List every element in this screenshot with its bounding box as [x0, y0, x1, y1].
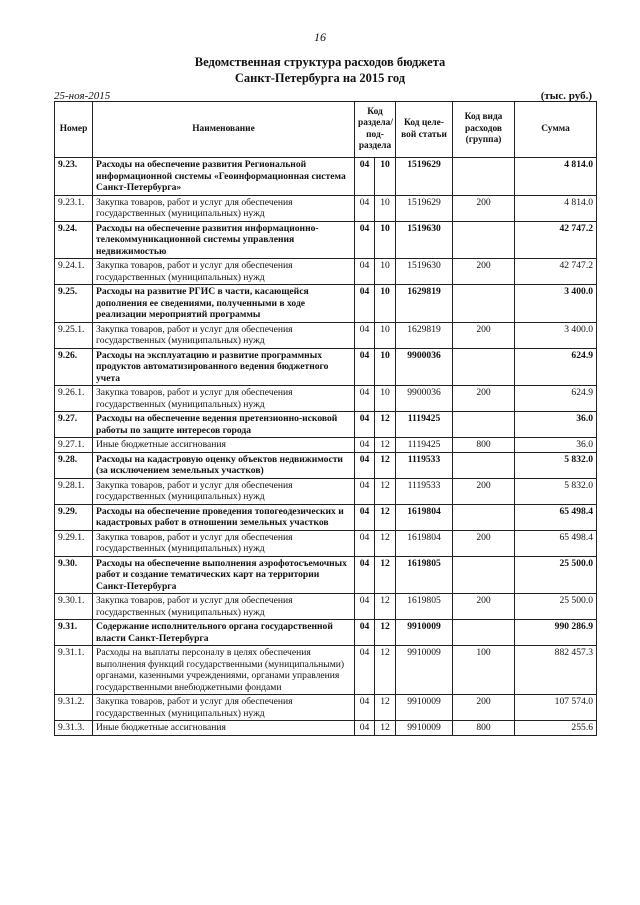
row-number: 9.30.1. [55, 594, 93, 620]
row-name: Закупка товаров, работ и услуг для обеспечения государственных (муниципальных) нужд [93, 478, 355, 504]
row-name: Расходы на обеспечение выполнения аэрофотосъемочных работ и создание тематических карт на территории Санкт-Петербурга [93, 556, 355, 594]
row-section: 04 [355, 721, 375, 736]
row-name: Закупка товаров, работ и услуг для обеспечения государственных (муниципальных) нужд [93, 530, 355, 556]
row-expense-type: 200 [453, 259, 515, 285]
row-name: Иные бюджетные ассигнования [93, 721, 355, 736]
row-name: Расходы на обеспечение проведения топогеодезических и кадастровых работ в отношении земельных участков [93, 504, 355, 530]
document-title [0, 54, 640, 86]
title-line-1: Ведомственная структура расходов бюджета [194, 55, 446, 69]
units-label: (тыс. руб.) [540, 90, 592, 102]
row-subsection: 10 [375, 322, 396, 348]
row-number: 9.29. [55, 504, 93, 530]
row-sum: 5 832.0 [515, 452, 597, 478]
row-subsection: 12 [375, 504, 396, 530]
row-section: 04 [355, 452, 375, 478]
row-target: 9910009 [396, 695, 453, 721]
row-target: 1519630 [396, 221, 453, 259]
row-subsection: 10 [375, 221, 396, 259]
row-number: 9.31. [55, 620, 93, 646]
row-number: 9.25. [55, 285, 93, 323]
table-row [55, 195, 597, 221]
row-subsection: 12 [375, 438, 396, 453]
row-name: Расходы на обеспечение ведения претензионно-исковой работы по защите интересов города [93, 412, 355, 438]
header-target: Код целе-вой статьи [396, 102, 453, 158]
row-expense-type [453, 285, 515, 323]
budget-table [54, 101, 597, 736]
row-sum: 3 400.0 [515, 322, 597, 348]
row-subsection: 12 [375, 646, 396, 695]
document-date: 25-ноя-2015 [54, 90, 111, 102]
row-expense-type [453, 556, 515, 594]
row-subsection: 12 [375, 452, 396, 478]
row-section: 04 [355, 195, 375, 221]
row-target: 1619804 [396, 530, 453, 556]
row-name: Закупка товаров, работ и услуг для обеспечения государственных (муниципальных) нужд [93, 594, 355, 620]
row-target: 1629819 [396, 285, 453, 323]
table-row [55, 695, 597, 721]
row-sum: 25 500.0 [515, 594, 597, 620]
row-target: 1519629 [396, 195, 453, 221]
row-subsection: 12 [375, 556, 396, 594]
header-number: Номер [55, 102, 93, 158]
row-sum: 36.0 [515, 438, 597, 453]
row-expense-type: 100 [453, 646, 515, 695]
row-number: 9.27. [55, 412, 93, 438]
row-expense-type [453, 412, 515, 438]
row-number: 9.28.1. [55, 478, 93, 504]
row-subsection: 10 [375, 195, 396, 221]
table-body [55, 158, 597, 736]
row-target: 9910009 [396, 721, 453, 736]
table-row [55, 530, 597, 556]
row-sum: 65 498.4 [515, 504, 597, 530]
row-section: 04 [355, 438, 375, 453]
row-sum: 36.0 [515, 412, 597, 438]
row-number: 9.31.3. [55, 721, 93, 736]
table-row [55, 322, 597, 348]
row-subsection: 12 [375, 530, 396, 556]
row-section: 04 [355, 412, 375, 438]
row-number: 9.27.1. [55, 438, 93, 453]
row-subsection: 12 [375, 721, 396, 736]
row-number: 9.26. [55, 348, 93, 386]
row-sum: 5 832.0 [515, 478, 597, 504]
row-section: 04 [355, 530, 375, 556]
row-number: 9.23.1. [55, 195, 93, 221]
row-sum: 107 574.0 [515, 695, 597, 721]
row-expense-type [453, 158, 515, 196]
row-name: Расходы на выплаты персоналу в целях обеспечения выполнения функций государственными (муниципальными) органами, казенными учреждениями, органами управления государственными внебюджетными фондами [93, 646, 355, 695]
row-number: 9.28. [55, 452, 93, 478]
row-target: 1619804 [396, 504, 453, 530]
row-sum: 3 400.0 [515, 285, 597, 323]
row-subsection: 10 [375, 158, 396, 196]
row-target: 1119533 [396, 478, 453, 504]
table-row [55, 594, 597, 620]
row-name: Закупка товаров, работ и услуг для обеспечения государственных (муниципальных) нужд [93, 386, 355, 412]
row-section: 04 [355, 158, 375, 196]
header-expense-type: Код вида расходов (группа) [453, 102, 515, 158]
row-expense-type [453, 504, 515, 530]
row-target: 9910009 [396, 646, 453, 695]
row-expense-type: 200 [453, 195, 515, 221]
row-section: 04 [355, 556, 375, 594]
row-number: 9.24. [55, 221, 93, 259]
row-name: Расходы на эксплуатацию и развитие программных продуктов автоматизированного ведения бюджетного учета [93, 348, 355, 386]
table-row [55, 158, 597, 196]
row-section: 04 [355, 695, 375, 721]
row-section: 04 [355, 348, 375, 386]
row-sum: 990 286.9 [515, 620, 597, 646]
row-name: Содержание исполнительного органа государственной власти Санкт-Петербурга [93, 620, 355, 646]
table-row [55, 412, 597, 438]
row-sum: 25 500.0 [515, 556, 597, 594]
row-target: 1119425 [396, 438, 453, 453]
row-sum: 4 814.0 [515, 158, 597, 196]
row-subsection: 12 [375, 620, 396, 646]
row-expense-type: 800 [453, 438, 515, 453]
row-target: 1619805 [396, 556, 453, 594]
row-section: 04 [355, 259, 375, 285]
table-row [55, 348, 597, 386]
row-name: Расходы на обеспечение развития Региональной информационной системы «Геоинформационная система Санкт-Петербурга» [93, 158, 355, 196]
row-target: 1119533 [396, 452, 453, 478]
header-name: Наименование [93, 102, 355, 158]
row-expense-type [453, 348, 515, 386]
row-number: 9.30. [55, 556, 93, 594]
row-target: 1619805 [396, 594, 453, 620]
row-number: 9.29.1. [55, 530, 93, 556]
header-section: Код раздела/ под-раздела [355, 102, 396, 158]
row-target: 1519629 [396, 158, 453, 196]
row-section: 04 [355, 285, 375, 323]
page-number: 16 [314, 30, 326, 44]
row-section: 04 [355, 478, 375, 504]
table-row [55, 721, 597, 736]
row-expense-type: 200 [453, 594, 515, 620]
row-name: Иные бюджетные ассигнования [93, 438, 355, 453]
row-sum: 882 457.3 [515, 646, 597, 695]
row-sum: 624.9 [515, 348, 597, 386]
table-row [55, 478, 597, 504]
row-section: 04 [355, 221, 375, 259]
row-sum: 4 814.0 [515, 195, 597, 221]
row-number: 9.31.1. [55, 646, 93, 695]
row-section: 04 [355, 504, 375, 530]
row-target: 9900036 [396, 386, 453, 412]
row-name: Закупка товаров, работ и услуг для обеспечения государственных (муниципальных) нужд [93, 322, 355, 348]
row-name: Закупка товаров, работ и услуг для обеспечения государственных (муниципальных) нужд [93, 259, 355, 285]
row-number: 9.31.2. [55, 695, 93, 721]
row-subsection: 10 [375, 259, 396, 285]
row-target: 1119425 [396, 412, 453, 438]
row-sum: 42 747.2 [515, 259, 597, 285]
row-sum: 255.6 [515, 721, 597, 736]
row-expense-type: 200 [453, 322, 515, 348]
row-name: Расходы на развитие РГИС в части, касающейся дополнения ее сведениями, полученными в ходе реализации мероприятий программы [93, 285, 355, 323]
row-target: 1519630 [396, 259, 453, 285]
row-expense-type: 200 [453, 478, 515, 504]
row-expense-type [453, 221, 515, 259]
row-name: Закупка товаров, работ и услуг для обеспечения государственных (муниципальных) нужд [93, 195, 355, 221]
table-row [55, 285, 597, 323]
table-row [55, 438, 597, 453]
row-subsection: 12 [375, 695, 396, 721]
header-sum: Сумма [515, 102, 597, 158]
row-target: 9900036 [396, 348, 453, 386]
table-row [55, 221, 597, 259]
row-expense-type: 800 [453, 721, 515, 736]
row-name: Расходы на обеспечение развития информационно-телекоммуникационной системы управления недвижимостью [93, 221, 355, 259]
row-expense-type: 200 [453, 695, 515, 721]
row-subsection: 10 [375, 348, 396, 386]
table-row [55, 620, 597, 646]
row-name: Расходы на кадастровую оценку объектов недвижимости (за исключением земельных участков) [93, 452, 355, 478]
table-row [55, 452, 597, 478]
row-target: 1629819 [396, 322, 453, 348]
row-expense-type: 200 [453, 386, 515, 412]
row-section: 04 [355, 386, 375, 412]
table-row [55, 386, 597, 412]
row-sum: 42 747.2 [515, 221, 597, 259]
row-number: 9.26.1. [55, 386, 93, 412]
row-section: 04 [355, 594, 375, 620]
row-expense-type [453, 452, 515, 478]
row-number: 9.23. [55, 158, 93, 196]
row-name: Закупка товаров, работ и услуг для обеспечения государственных (муниципальных) нужд [93, 695, 355, 721]
row-subsection: 12 [375, 478, 396, 504]
row-subsection: 10 [375, 386, 396, 412]
row-subsection: 12 [375, 412, 396, 438]
row-target: 9910009 [396, 620, 453, 646]
row-sum: 65 498.4 [515, 530, 597, 556]
table-row [55, 646, 597, 695]
row-section: 04 [355, 646, 375, 695]
row-subsection: 12 [375, 594, 396, 620]
row-number: 9.24.1. [55, 259, 93, 285]
row-section: 04 [355, 620, 375, 646]
row-expense-type: 200 [453, 530, 515, 556]
row-subsection: 10 [375, 285, 396, 323]
row-section: 04 [355, 322, 375, 348]
title-line-2: Санкт-Петербурга на 2015 год [234, 71, 406, 85]
table-row [55, 504, 597, 530]
table-row [55, 259, 597, 285]
table-row [55, 556, 597, 594]
row-expense-type [453, 620, 515, 646]
row-number: 9.25.1. [55, 322, 93, 348]
row-sum: 624.9 [515, 386, 597, 412]
